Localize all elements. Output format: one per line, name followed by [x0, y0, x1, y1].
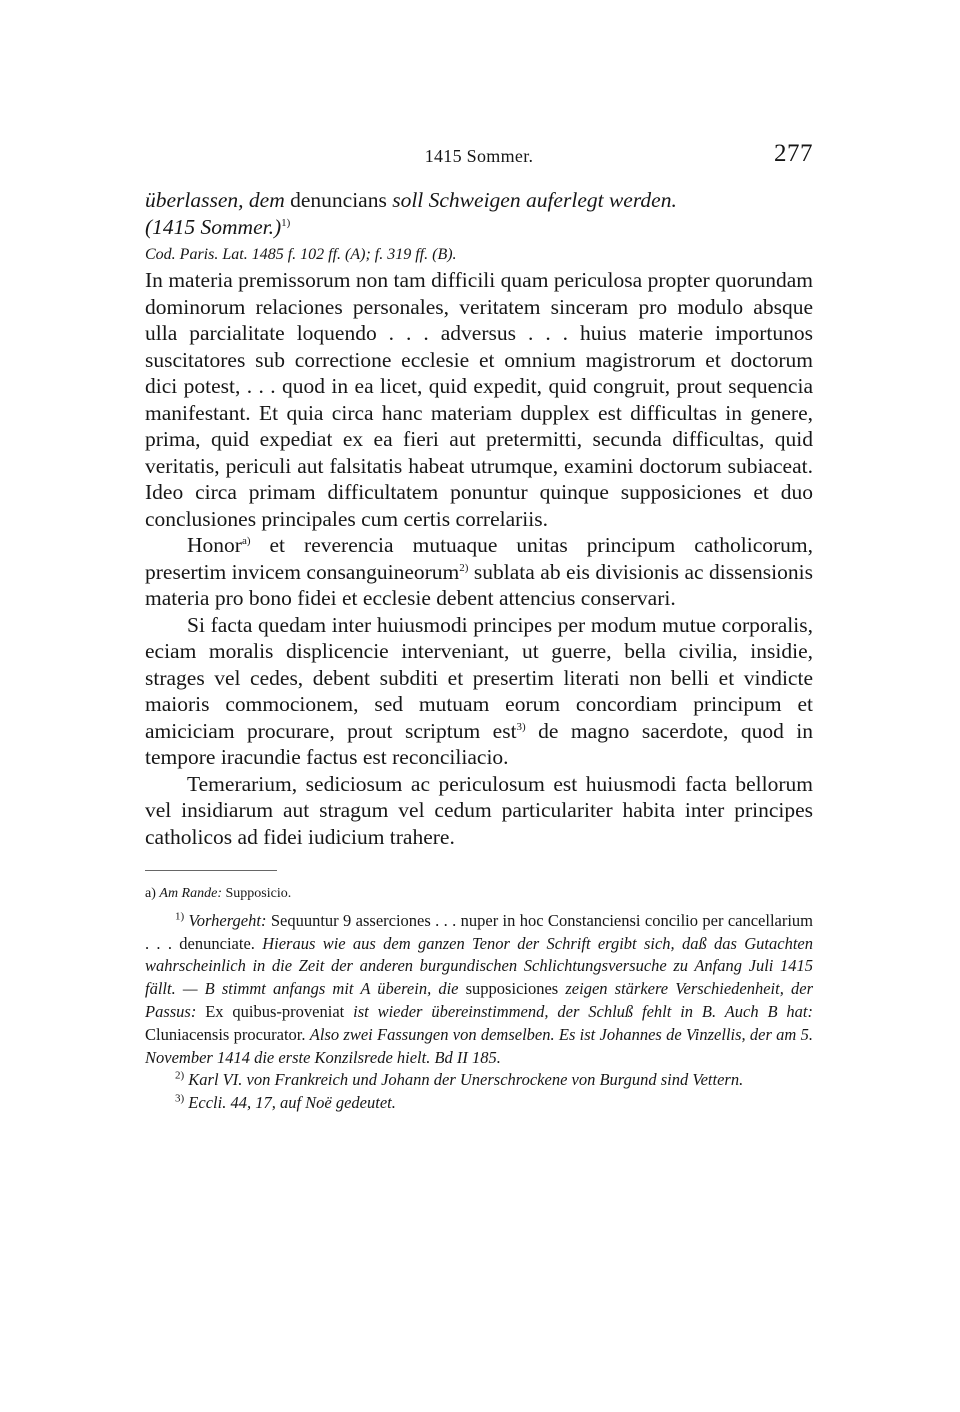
page-header	[145, 138, 813, 172]
footnote-2	[145, 1069, 813, 1092]
paragraph	[145, 612, 813, 771]
footnote-text: supposiciones	[465, 979, 559, 999]
paragraph-text: In materia premissorum non tam difficili quam periculosa propter quorundam dominorum relaciones personales, veritatem sinceram pro modulo absque ulla parcialitate loquendo . . . adversus . . . huius materie importunos suscitatores sub correctione ecclesie et omnium magistrorum et doctorum dici potest, . . . quod in ea licet, quid expedit, quid congruit, prout sequencia manifestant. Et quia circa hanc materiam dupplex est difficultas in genere, prima, quid expediat ex ea fieri aut pretermitti, secunda difficultas, quid veritatis, periculi aut falsitatis habeat utrumque, examini doctorum subiaceat. Ideo circa primam difficultatem ponuntur quinque supposiciones et duo conclusiones principales cum certis correlariis.	[145, 268, 813, 531]
paragraph	[145, 532, 813, 612]
footnote-text: Eccli. 44, 17, auf Noë gedeutet.	[188, 1093, 396, 1113]
footnote-ref-3: 3)	[516, 720, 526, 733]
body-text	[145, 267, 813, 850]
page-number: 277	[774, 140, 813, 167]
title-part-1: überlassen, dem	[145, 188, 285, 212]
footnote-mark: 1)	[175, 910, 185, 923]
footnote-mark: 3)	[175, 1092, 185, 1105]
footnote-ref-2: 2)	[459, 561, 469, 574]
paragraph-text: et reverencia mutuaque unitas principum catholicorum, presertim invicem consanguineorum	[145, 533, 813, 584]
document-page	[145, 138, 813, 1115]
footnote-mark: 2)	[175, 1069, 185, 1082]
footnotes	[145, 883, 813, 1115]
footnote-1	[145, 910, 813, 1070]
title-part-4: (1415 Sommer.)	[145, 215, 282, 239]
footnote-mark: a)	[145, 886, 156, 901]
paragraph-text: Temerarium, sediciosum ac periculosum est huiusmodi facta bellorum vel insidiarum aut stragum vel cedum particulariter habita inter principes catholicos ad fidei iudicium trahere.	[145, 771, 813, 849]
footnote-text: Ex quibus-proveniat	[205, 1001, 345, 1021]
footnote-text: Karl VI. von Frankreich und Johann der Unerschrockene von Burgund sind Vettern.	[188, 1070, 744, 1090]
footnote-text: Sequuntur 9 asserciones . . . nuper in hoc Constanciensi concilio per cancellarium . . . denunciate.	[145, 910, 814, 953]
footnote-a	[145, 883, 813, 906]
title-note-mark: 1)	[281, 216, 291, 229]
paragraph	[145, 267, 813, 532]
paragraph-text: Honor	[187, 533, 242, 557]
footnote-text: Hieraus wie aus dem ganzen Tenor der Schrift ergibt sich, daß das Gutachten wahrscheinlich in die Zeit der anderen burgundischen Schlichtungsversuche zu Anfang Juli 1415 fällt. — B stimmt anfangs mit A überein, die	[145, 933, 813, 999]
footnote-ref-a: a)	[241, 534, 251, 547]
paragraph	[145, 771, 813, 851]
running-title: 1415 Sommer.	[424, 146, 534, 166]
footnote-label: Am Rande:	[159, 886, 222, 901]
paragraph-text: Si facta quedam inter huiusmodi principes per modum mutue corporalis, eciam moralis displicencie interveniant, ut guerre, bella civilia, insidie, strages vel cedes, debent subditi et presertim literati non belli et vindicte maioris commocionem, sed mutuam eorum concordiam principum et amiciciam procurare, prout scriptum est	[145, 612, 813, 743]
footnote-divider	[145, 870, 277, 871]
title-part-2: denuncians	[290, 188, 387, 212]
footnote-text: zeigen stärkere Verschiedenheit, der Passus:	[145, 979, 813, 1021]
footnote-text: ist wieder übereinstimmend, der Schluß fehlt in B. Auch B hat:	[353, 1001, 814, 1021]
paragraph-text: sublata ab eis divisionis ac dissensionis materia pro bono fidei et ecclesie debent attencius conservari.	[145, 559, 813, 610]
title-part-3: soll Schweigen auferlegt werden.	[392, 188, 677, 212]
footnote-text: Supposicio.	[225, 886, 292, 901]
footnote-text: Vorhergeht:	[188, 910, 267, 930]
paragraph-text: de magno sacerdote, quod in tempore iracundie factus est reconciliacio.	[145, 718, 814, 769]
footnote-3	[145, 1092, 813, 1115]
manuscript-source: Cod. Paris. Lat. 1485 f. 102 ff. (A); f. 319 ff. (B).	[145, 246, 457, 263]
footnote-text: Also zwei Fassungen von demselben. Es ist Johannes de Vinzellis, der am 5. November 1414 die erste Konzilsrede hielt. Bd II 185.	[145, 1024, 813, 1067]
document-title	[145, 187, 813, 241]
footnote-text: Cluniacensis procurator.	[145, 1024, 306, 1044]
